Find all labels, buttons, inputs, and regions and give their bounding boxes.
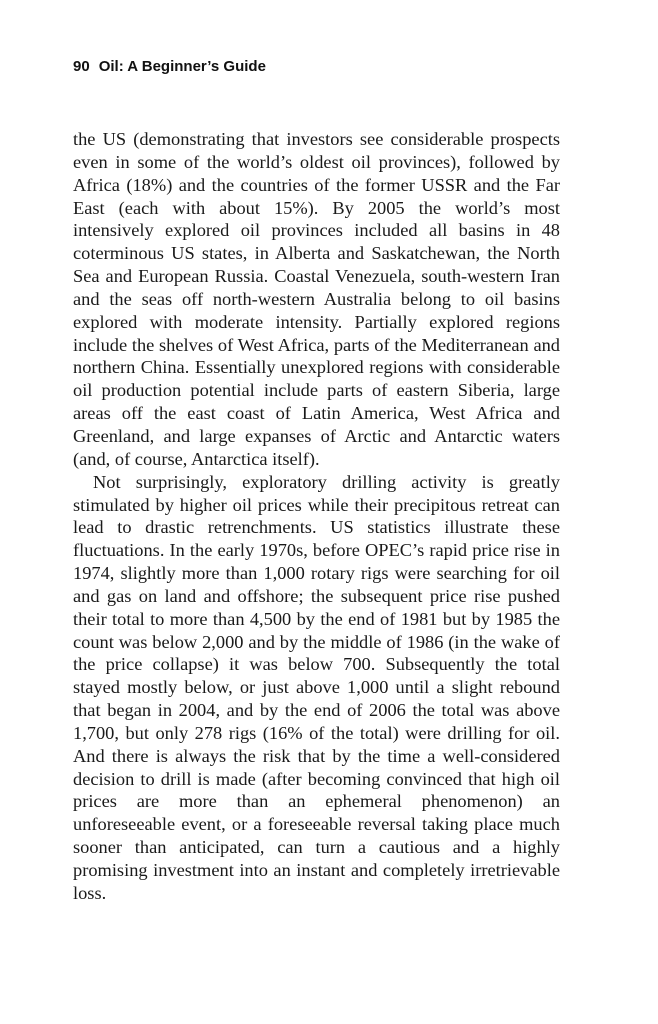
paragraph-continued: the US (demonstrating that investors see considerable prospects even in some of the world’s oldest oil provinces), followed by Africa (18%) and the countries of the former USSR and the Far East (each with about 15%). By 2005 the world’s most intensively explored oil provinces included all basins in 48 coterminous US states, in Alberta and Saskatchewan, the North Sea and European Russia. Coastal Venezuela, south-western Iran and the seas off north-western Australia belong to oil basins explored with moderate intensity. Partially explored regions include the shelves of West Africa, parts of the Mediterranean and northern China. Essentially unexplored regions with considerable oil production potential include parts of eastern Siberia, large areas off the east coast of Latin America, West Africa and Greenland, and large expanses of Arctic and Antarctic waters (and, of course, Antarctica itself). [73, 129, 560, 469]
body-text [73, 128, 560, 905]
page-number: 90 [73, 58, 90, 75]
running-head [73, 58, 266, 75]
book-title: Oil: A Beginner’s Guide [98, 58, 266, 75]
paragraph: Not surprisingly, exploratory drilling activity is greatly stimulated by higher oil prices while their precipitous retreat can lead to drastic retrenchments. US statistics illustrate these fluctuations. In the early 1970s, before OPEC’s rapid price rise in 1974, slightly more than 1,000 rotary rigs were searching for oil and gas on land and offshore; the subsequent price rise pushed their total to more than 4,500 by the end of 1981 but by 1985 the count was below 2,000 and by the middle of 1986 (in the wake of the price collapse) it was below 700. Subsequently the total stayed mostly below, or just above 1,000 until a slight rebound that began in 2004, and by the end of 2006 the total was above 1,700, but only 278 rigs (16% of the total) were drilling for oil. And there is always the risk that by the time a well-considered decision to drill is made (after becoming convinced that high oil prices are more than an ephemeral phenomenon) an unforeseeable event, or a foreseeable reversal taking place much sooner than anticipated, can turn a cautious and a highly promising investment into an instant and completely irretrievable loss. [73, 471, 560, 903]
